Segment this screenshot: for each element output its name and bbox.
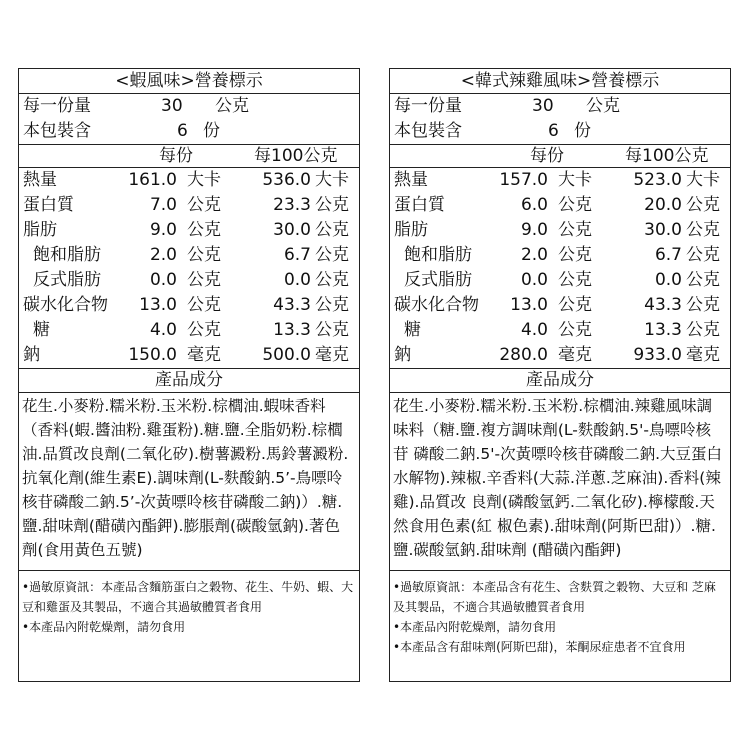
nutrient-label: 飽和脂肪 bbox=[33, 245, 101, 265]
servings-per-package-line bbox=[390, 119, 730, 145]
nutrient-row-trans-fat bbox=[19, 268, 359, 293]
nutrient-row-energy bbox=[390, 168, 730, 193]
per-100g-unit: 大卡 bbox=[315, 170, 349, 190]
per-serving-value: 9.0 bbox=[520, 220, 548, 240]
per-serving-value: 2.0 bbox=[520, 245, 548, 265]
servings-per-package-line bbox=[19, 119, 359, 145]
ingredients-title: 產品成分 bbox=[390, 368, 730, 393]
label-title: <蝦風味>營養標示 bbox=[19, 69, 359, 94]
per-100g-unit: 公克 bbox=[315, 245, 349, 265]
nutrient-row-energy bbox=[19, 168, 359, 193]
col-per-serving: 每份 bbox=[159, 146, 193, 166]
per-100g-unit: 毫克 bbox=[686, 345, 720, 365]
per-100g-unit: 公克 bbox=[686, 295, 720, 315]
per-100g-value: 30.0 bbox=[273, 220, 311, 240]
nutrient-label: 脂肪 bbox=[23, 220, 57, 240]
per-serving-unit: 公克 bbox=[187, 295, 221, 315]
serving-size-line bbox=[19, 94, 359, 119]
nutrient-label: 反式脂肪 bbox=[33, 270, 101, 290]
per-100g-value: 20.0 bbox=[644, 195, 682, 215]
per-100g-unit: 公克 bbox=[686, 270, 720, 290]
per-serving-value: 161.0 bbox=[128, 170, 177, 190]
per-100g-unit: 公克 bbox=[686, 320, 720, 340]
nutrient-row-sodium bbox=[19, 343, 359, 368]
per-serving-unit: 公克 bbox=[187, 320, 221, 340]
nutrient-label: 糖 bbox=[33, 320, 50, 340]
serving-size-label: 每一份量 bbox=[394, 96, 462, 116]
ingredients-title: 產品成分 bbox=[19, 368, 359, 393]
nutrient-row-saturated-fat bbox=[390, 243, 730, 268]
nutrient-label: 脂肪 bbox=[394, 220, 428, 240]
per-100g-value: 536.0 bbox=[262, 170, 311, 190]
per-100g-value: 6.7 bbox=[283, 245, 311, 265]
per-serving-unit: 公克 bbox=[187, 195, 221, 215]
per-serving-unit: 公克 bbox=[558, 270, 592, 290]
nutrition-label-shrimp bbox=[18, 68, 360, 682]
nutrient-row-trans-fat bbox=[390, 268, 730, 293]
per-serving-unit: 毫克 bbox=[558, 345, 592, 365]
nutrient-row-fat bbox=[390, 218, 730, 243]
per-100g-value: 0.0 bbox=[283, 270, 311, 290]
serving-size-unit: 公克 bbox=[215, 96, 249, 116]
per-serving-unit: 公克 bbox=[558, 320, 592, 340]
per-serving-value: 13.0 bbox=[139, 295, 177, 315]
per-100g-unit: 公克 bbox=[686, 220, 720, 240]
per-serving-value: 9.0 bbox=[149, 220, 177, 240]
nutrient-row-fat bbox=[19, 218, 359, 243]
per-serving-unit: 公克 bbox=[558, 195, 592, 215]
per-serving-value: 7.0 bbox=[149, 195, 177, 215]
per-100g-value: 933.0 bbox=[633, 345, 682, 365]
per-100g-value: 23.3 bbox=[273, 195, 311, 215]
col-per-100g: 每100公克 bbox=[254, 146, 338, 166]
per-100g-value: 0.0 bbox=[654, 270, 682, 290]
per-100g-value: 43.3 bbox=[273, 295, 311, 315]
nutrient-label: 蛋白質 bbox=[394, 195, 445, 215]
per-100g-value: 43.3 bbox=[644, 295, 682, 315]
per-serving-unit: 公克 bbox=[187, 220, 221, 240]
nutrient-rows bbox=[390, 168, 730, 368]
per-100g-unit: 毫克 bbox=[315, 345, 349, 365]
nutrient-row-protein bbox=[19, 193, 359, 218]
per-100g-unit: 公克 bbox=[686, 245, 720, 265]
servings-per-package-value: 6 bbox=[548, 121, 559, 141]
serving-size-unit: 公克 bbox=[586, 96, 620, 116]
per-serving-unit: 公克 bbox=[558, 295, 592, 315]
nutrient-row-sugar bbox=[19, 318, 359, 343]
per-100g-value: 13.3 bbox=[644, 320, 682, 340]
servings-per-package-label: 本包裝含 bbox=[23, 121, 91, 141]
per-100g-unit: 公克 bbox=[315, 270, 349, 290]
col-per-100g: 每100公克 bbox=[625, 146, 709, 166]
per-serving-value: 4.0 bbox=[520, 320, 548, 340]
serving-size-label: 每一份量 bbox=[23, 96, 91, 116]
ingredients-text: 花生.小麥粉.糯米粉.玉米粉.棕櫚油.蝦味香料（香料(蝦.醬油粉.雞蛋粉).糖.鹽.全脂奶粉.棕櫚油.品質改良劑(二氧化矽).樹薯澱粉.馬鈴薯澱粉.抗氧化劑(維生素E).調味劑(L-麩酸鈉.5’-鳥嘌呤核苷磷酸二鈉.5’-次黃嘌呤核苷磷酸二鈉)）.糖.鹽.甜味劑(醋磺內酯鉀).膨脹劑(碳酸氫鈉).著色劑(食用黃色五號) bbox=[22, 397, 349, 559]
nutrition-label-korean-spicy-chicken bbox=[389, 68, 731, 682]
per-serving-value: 6.0 bbox=[520, 195, 548, 215]
label-title: <韓式辣雞風味>營養標示 bbox=[390, 69, 730, 94]
per-serving-value: 0.0 bbox=[520, 270, 548, 290]
per-serving-unit: 公克 bbox=[187, 245, 221, 265]
nutrient-row-sodium bbox=[390, 343, 730, 368]
nutrient-row-saturated-fat bbox=[19, 243, 359, 268]
nutrient-rows bbox=[19, 168, 359, 368]
per-serving-value: 157.0 bbox=[499, 170, 548, 190]
per-serving-value: 0.0 bbox=[149, 270, 177, 290]
per-serving-value: 150.0 bbox=[128, 345, 177, 365]
per-100g-unit: 公克 bbox=[315, 295, 349, 315]
per-100g-value: 30.0 bbox=[644, 220, 682, 240]
servings-per-package-unit: 份 bbox=[203, 121, 220, 141]
nutrient-label: 碳水化合物 bbox=[394, 295, 479, 315]
allergen-note: •過敏原資訊：本產品含有花生、含麩質之穀物、大豆和 芝麻及其製品，不適合其過敏體質者食用 bbox=[393, 580, 716, 614]
per-serving-unit: 公克 bbox=[558, 220, 592, 240]
per-serving-unit: 公克 bbox=[187, 270, 221, 290]
nutrient-label: 反式脂肪 bbox=[404, 270, 472, 290]
nutrient-label: 熱量 bbox=[23, 170, 57, 190]
nutrient-row-carbohydrate bbox=[390, 293, 730, 318]
serving-size-value: 30 bbox=[532, 96, 554, 116]
nutrient-label: 鈉 bbox=[23, 345, 40, 365]
per-100g-unit: 公克 bbox=[315, 220, 349, 240]
col-per-serving: 每份 bbox=[530, 146, 564, 166]
nutrient-label: 蛋白質 bbox=[23, 195, 74, 215]
per-100g-value: 500.0 bbox=[262, 345, 311, 365]
servings-per-package-label: 本包裝含 bbox=[394, 121, 462, 141]
per-serving-value: 2.0 bbox=[149, 245, 177, 265]
ingredients-text: 花生.小麥粉.糯米粉.玉米粉.棕櫚油.辣雞風味調味料（糖.鹽.複方調味劑(L-麩酸鈉.5'-鳥嘌呤核苷 磷酸二鈉.5'-次黃嘌呤核苷磷酸二鈉.大豆蛋白水解物).辣椒.辛香料(大蒜.洋蔥.芝麻油).香料(辣雞).品質改 良劑(磷酸氫鈣.二氧化矽).檸檬酸.天然食用色素(紅 椒色素).甜味劑(阿斯巴甜)）.糖.鹽.碳酸氫鈉.甜味劑 (醋磺內酯鉀) bbox=[393, 397, 722, 559]
per-serving-value: 4.0 bbox=[149, 320, 177, 340]
nutrient-row-sugar bbox=[390, 318, 730, 343]
nutrient-label: 糖 bbox=[404, 320, 421, 340]
per-100g-unit: 公克 bbox=[315, 320, 349, 340]
nutrient-label: 熱量 bbox=[394, 170, 428, 190]
sweetener-note: •本產品含有甜味劑(阿斯巴甜)，苯酮尿症患者不宜食用 bbox=[393, 640, 686, 654]
per-serving-value: 13.0 bbox=[510, 295, 548, 315]
allergen-note: •過敏原資訊：本產品含麵筋蛋白之穀物、花生、牛奶、蝦、大豆和雞蛋及其製品，不適合其過敏體質者食用 bbox=[22, 580, 354, 614]
servings-per-package-value: 6 bbox=[177, 121, 188, 141]
nutrient-row-protein bbox=[390, 193, 730, 218]
serving-size-line bbox=[390, 94, 730, 119]
per-serving-unit: 公克 bbox=[558, 245, 592, 265]
per-serving-unit: 大卡 bbox=[558, 170, 592, 190]
column-header bbox=[390, 145, 730, 168]
servings-per-package-unit: 份 bbox=[574, 121, 591, 141]
per-100g-unit: 大卡 bbox=[686, 170, 720, 190]
per-serving-unit: 毫克 bbox=[187, 345, 221, 365]
per-serving-unit: 大卡 bbox=[187, 170, 221, 190]
desiccant-note: •本產品內附乾燥劑，請勿食用 bbox=[22, 620, 186, 634]
nutrient-label: 碳水化合物 bbox=[23, 295, 108, 315]
nutrient-row-carbohydrate bbox=[19, 293, 359, 318]
per-100g-unit: 公克 bbox=[315, 195, 349, 215]
column-header bbox=[19, 145, 359, 168]
per-100g-unit: 公克 bbox=[686, 195, 720, 215]
serving-size-value: 30 bbox=[161, 96, 183, 116]
notes-section bbox=[19, 570, 359, 637]
notes-section bbox=[390, 570, 730, 657]
per-100g-value: 6.7 bbox=[654, 245, 682, 265]
per-100g-value: 523.0 bbox=[633, 170, 682, 190]
nutrient-label: 飽和脂肪 bbox=[404, 245, 472, 265]
desiccant-note: •本產品內附乾燥劑，請勿食用 bbox=[393, 620, 557, 634]
nutrient-label: 鈉 bbox=[394, 345, 411, 365]
per-serving-value: 280.0 bbox=[499, 345, 548, 365]
per-100g-value: 13.3 bbox=[273, 320, 311, 340]
